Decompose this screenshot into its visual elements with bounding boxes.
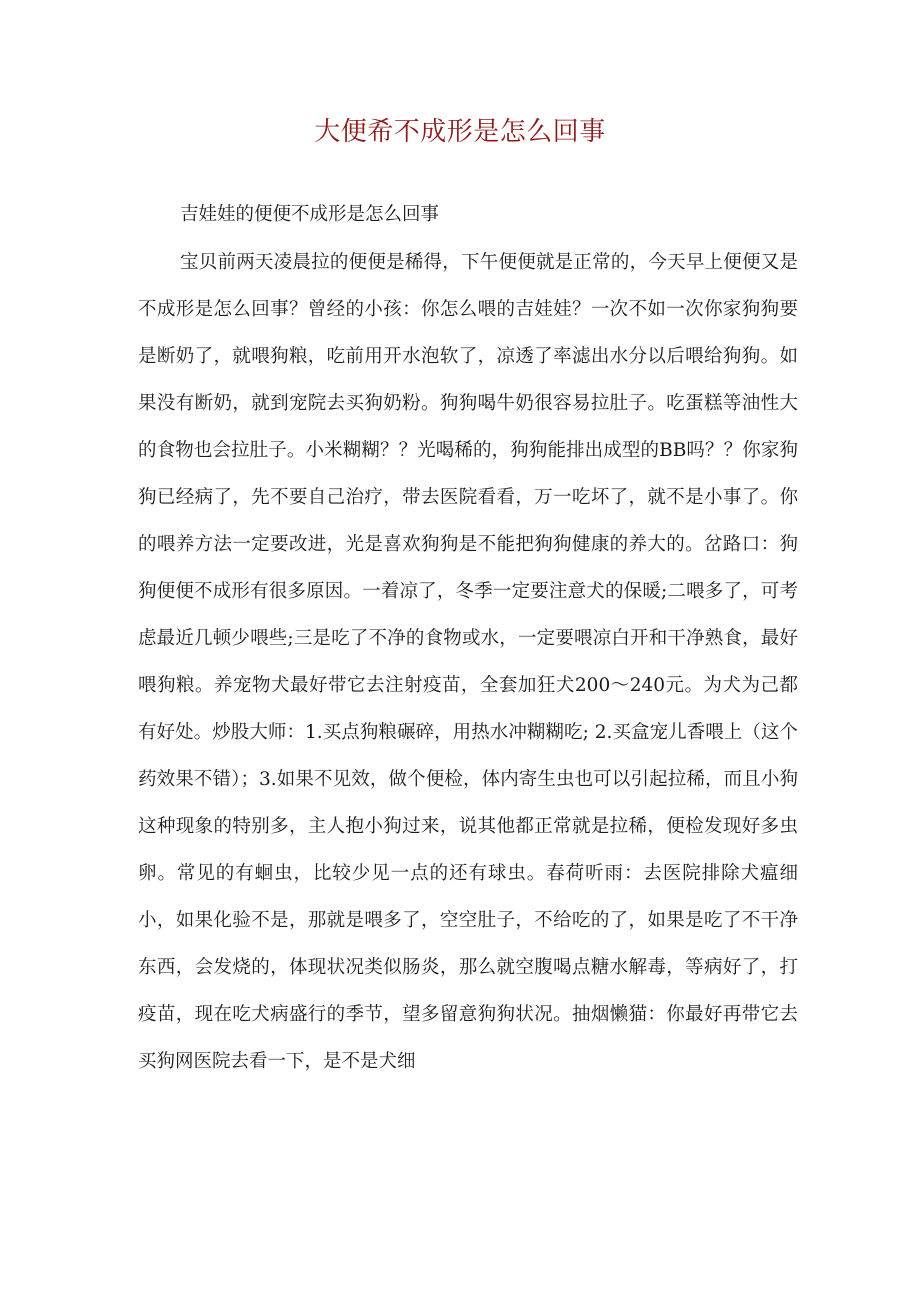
- document-subheading: 吉娃娃的便便不成形是怎么回事: [180, 204, 440, 225]
- document-body-paragraph: 宝贝前两天凌晨拉的便便是稀得，下午便便就是正常的，今天早上便便又是不成形是怎么回事？曾经的小孩：你怎么喂的吉娃娃？一次不如一次你家狗狗要是断奶了，就喂狗粮，吃前用开水泡软了，凉透了率滤出水分以后喂给狗狗。如果没有断奶，就到宠院去买狗奶粉。狗狗喝牛奶很容易拉肚子。吃蛋糕等油性大的食物也会拉肚子。小米糊糊？？光喝稀的，狗狗能排出成型的BB吗？？你家狗狗已经病了，先不要自己治疗，带去医院看看，万一吃坏了，就不是小事了。你的喂养方法一定要改进，光是喜欢狗狗是不能把狗狗健康的养大的。岔路口：狗狗便便不成形有很多原因。一着凉了，冬季一定要注意犬的保暖;二喂多了，可考虑最近几顿少喂些;三是吃了不净的食物或水，一定要喂凉白开和干净熟食，最好喂狗粮。养宠物犬最好带它去注射疫苗，全套加狂犬200～240元。为犬为己都有好处。炒股大师：1.买点狗粮碾碎，用热水冲糊糊吃; 2.买盒宠儿香喂上（这个药效果不错）；3.如果不见效，做个便检，体内寄生虫也可以引起拉稀，而且小狗这种现象的特别多，主人抱小狗过来，说其他都正常就是拉稀，便检发现好多虫卵。常见的有蛔虫，比较少见一点的还有球虫。春荷听雨：去医院排除犬瘟细小，如果化验不是，那就是喂多了，空空肚子，不给吃的了，如果是吃了不干净东西，会发烧的，体现状况类似肠炎，那么就空腹喝点糖水解毒，等病好了，打疫苗，现在吃犬病盛行的季节，望多留意狗狗状况。抽烟懒猫：你最好再带它去买狗网医院去看一下，是不是犬细: [138, 252, 798, 1072]
- document-title: 大便希不成形是怎么回事: [314, 117, 606, 147]
